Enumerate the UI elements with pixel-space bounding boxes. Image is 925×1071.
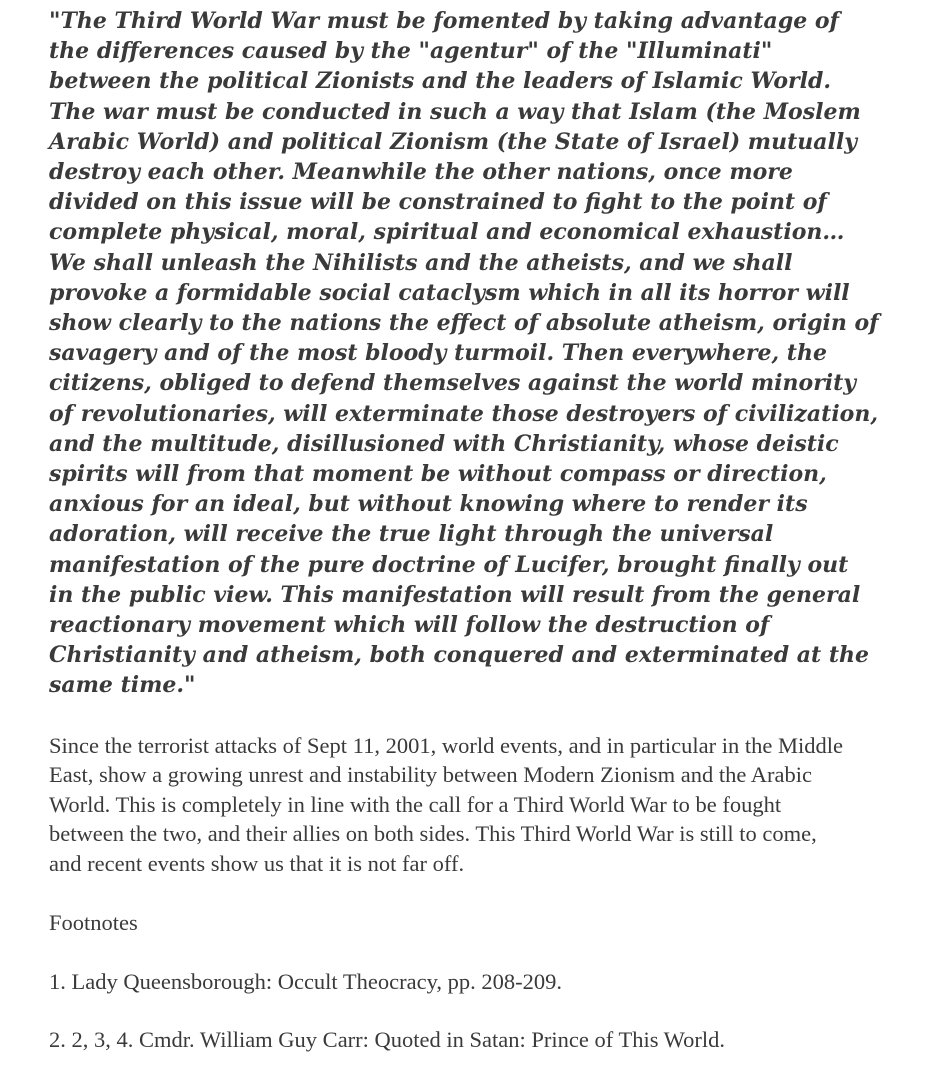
- footnote-item: 2. 2, 3, 4. Cmdr. William Guy Carr: Quoted in Satan: Prince of This World.: [49, 1027, 725, 1053]
- footnote-item: 1. Lady Queensborough: Occult Theocracy, pp. 208-209.: [49, 968, 562, 994]
- block-quote: "The Third World War must be fomented by taking advantage of the differences caused by the "agentur" of the "Illuminati" between the political Zionists and the leaders of Islamic World. The war must be conducted in such a way that Islam (the Moslem Arabic World) and political Zionism (the State of Israel) mutually destroy each other. Meanwhile the other nations, once more divided on this issue will be constrained to fight to the point of complete physical, moral, spiritual and economical exhaustion…We shall unleash the Nihilists and the atheists, and we shall provoke a formidable social cataclysm which in all its horror will show clearly to the nations the effect of absolute atheism, origin of savagery and of the most bloody turmoil. Then everywhere, the citizens, obliged to defend themselves against the world minority of revolutionaries, will exterminate those destroyers of civilization, and the multitude, disillusioned with Christianity, whose deistic spirits will from that moment be without compass or direction, anxious for an ideal, but without knowing where to render its adoration, will receive the true light through the universal manifestation of the pure doctrine of Lucifer, brought finally out in the public view. This manifestation will result from the general reactionary movement which will follow the destruction of Christianity and atheism, both conquered and exterminated at the same time.": [49, 8, 879, 699]
- body-paragraph: Since the terrorist attacks of Sept 11, 2001, world events, and in particular in the Middle East, show a growing unrest and instability between Modern Zionism and the Arabic World. This is completely in line with the call for a Third World War to be fought between the two, and their allies on both sides. This Third World War is still to come, and recent events show us that it is not far off.: [49, 732, 843, 876]
- footnotes-heading: Footnotes: [49, 910, 138, 936]
